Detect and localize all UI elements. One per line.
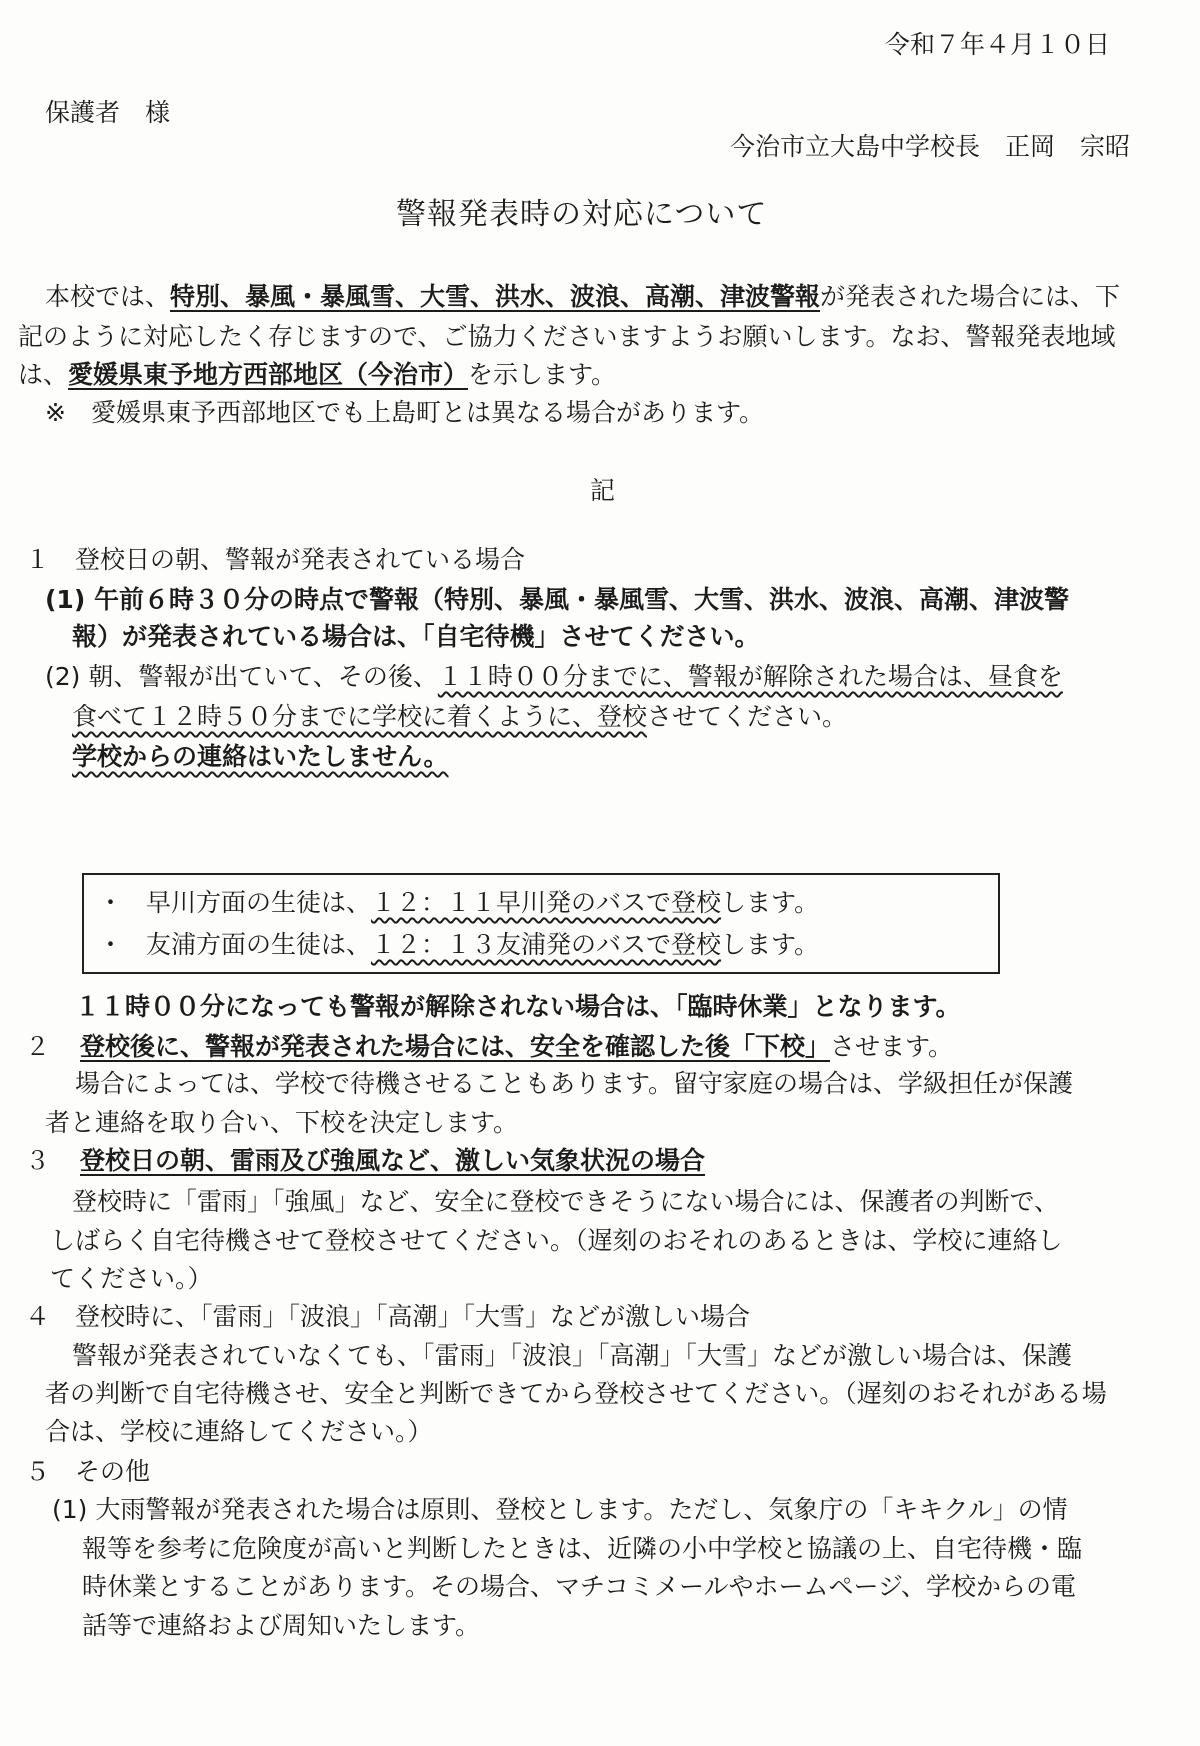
bus-text: 友浦方面の生徒は、: [146, 930, 372, 959]
section-3-body-3: てください。）: [50, 1264, 213, 1293]
section-1-item-2b: [72, 700, 847, 734]
section-1-heading: １ 登校日の朝、警報が発表されている場合: [25, 545, 526, 574]
section-5-item-1b: 報等を参考に危険度が高いと判断したときは、近隣の小中学校と協議の上、自宅待機・臨: [82, 1534, 1083, 1563]
section-1-item-2a: [45, 660, 1063, 694]
intro-line-2: 記のように対応したく存じますので、ご協力くださいますようお願いします。なお、警報発表地域: [18, 322, 1116, 351]
section-3-emphasis: 登校日の朝、雷雨及び強風など、激しい気象状況の場合: [80, 1146, 706, 1175]
section-2-emphasis: 登校後に、警報が発表された場合には、安全を確認した後「下校」: [80, 1032, 831, 1061]
section-1-item-1b: 報）が発表されている場合は、「自宅待機」させてください。: [72, 622, 760, 651]
item-text: (2) 朝、警報が出ていて、その後、: [45, 662, 438, 691]
arrival-time: 食べて１２時５０分までに学校に着くように、登校: [72, 702, 648, 731]
intro-line-1: [45, 280, 1120, 314]
ki-heading: 記: [590, 476, 616, 505]
section-2-body-1: 場合によっては、学校で待機させることもあります。留守家庭の場合は、学級担任が保護: [75, 1069, 1074, 1098]
section-5-item-1c: 時休業とすることがあります。その場合、マチコミメールやホームページ、学校からの電: [82, 1572, 1077, 1601]
section-4-heading: ４ 登校時に、「雷雨」「波浪」「高潮」「大雪」などが激しい場合: [25, 1302, 751, 1331]
section-3-body-2: しばらく自宅待機させて登校させてください。（遅刻のおそれのあるときは、学校に連絡し: [50, 1226, 1063, 1255]
bus-text: します。: [721, 930, 820, 959]
section-3-heading: [25, 1144, 705, 1178]
section-4-body-2: 者の判断で自宅待機させ、安全と判断できてから登校させてください。（遅刻のおそれがある場: [45, 1379, 1107, 1408]
section-text: させます。: [830, 1032, 954, 1061]
bus-text: します。: [721, 888, 820, 917]
bus-info-box: [82, 873, 1000, 974]
bus-time: １２：１３友浦発のバスで登校: [371, 930, 722, 959]
section-5-heading: ５ その他: [25, 1457, 151, 1486]
sender: 今治市立大島中学校長 正岡 宗昭: [730, 132, 1131, 161]
section-4-body-1: 警報が発表されていなくても、「雷雨」「波浪」「高潮」「大雪」などが激しい場合は、保護: [72, 1341, 1073, 1370]
intro-text: を示します。: [468, 360, 617, 389]
intro-note: ※ 愛媛県東予西部地区でも上島町とは異なる場合があります。: [45, 398, 764, 427]
section-5-item-1a: (1) 大雨警報が発表された場合は原則、登校とします。ただし、気象庁の「キキクル」の情: [52, 1495, 1068, 1524]
date: 令和７年４月１０日: [885, 30, 1111, 59]
section-number: ３: [25, 1146, 51, 1175]
release-condition: １１時００分までに、警報が解除された場合は、昼食を: [437, 662, 1063, 691]
item-text: させてください。: [647, 702, 848, 731]
bullet: ・: [98, 888, 124, 917]
bus-row: [98, 928, 819, 962]
section-5-item-1d: 話等で連絡および周知いたします。: [82, 1611, 481, 1640]
intro-text: は、: [18, 360, 69, 389]
section-number: ２: [25, 1032, 51, 1061]
section-1-item-1a: (1) 午前６時３０分の時点で警報（特別、暴風・暴風雪、大雪、洪水、波浪、高潮、津波警: [45, 585, 1069, 614]
section-4-body-3: 合は、学校に連絡してください。）: [45, 1417, 433, 1446]
bullet: ・: [98, 930, 124, 959]
bus-time: １２：１１早川発のバスで登校: [371, 888, 722, 917]
intro-text: 本校では、: [45, 282, 171, 311]
section-1-closure-note: １１時００分になっても警報が解除されない場合は、「臨時休業」となります。: [75, 992, 961, 1021]
page-title: 警報発表時の対応について: [396, 197, 768, 232]
warning-region: 愛媛県東予地方西部地区（今治市）: [68, 360, 469, 389]
bus-row: [98, 886, 819, 920]
addressee: 保護者 様: [45, 98, 171, 127]
intro-line-3: [18, 358, 616, 392]
no-contact-note: 学校からの連絡はいたしません。: [72, 742, 449, 771]
intro-text: が発表された場合には、下: [820, 282, 1121, 311]
section-3-body-1: 登校時に「雷雨」「強風」など、安全に登校できそうにない場合には、保護者の判断で、: [72, 1187, 1060, 1216]
warning-types: 特別、暴風・暴風雪、大雪、洪水、波浪、高潮、津波警報: [170, 282, 821, 311]
section-2-body-2: 者と連絡を取り合い、下校を決定します。: [45, 1108, 519, 1137]
bus-text: 早川方面の生徒は、: [146, 888, 372, 917]
section-1-item-2c: [72, 740, 449, 774]
section-2-heading: [25, 1030, 953, 1064]
